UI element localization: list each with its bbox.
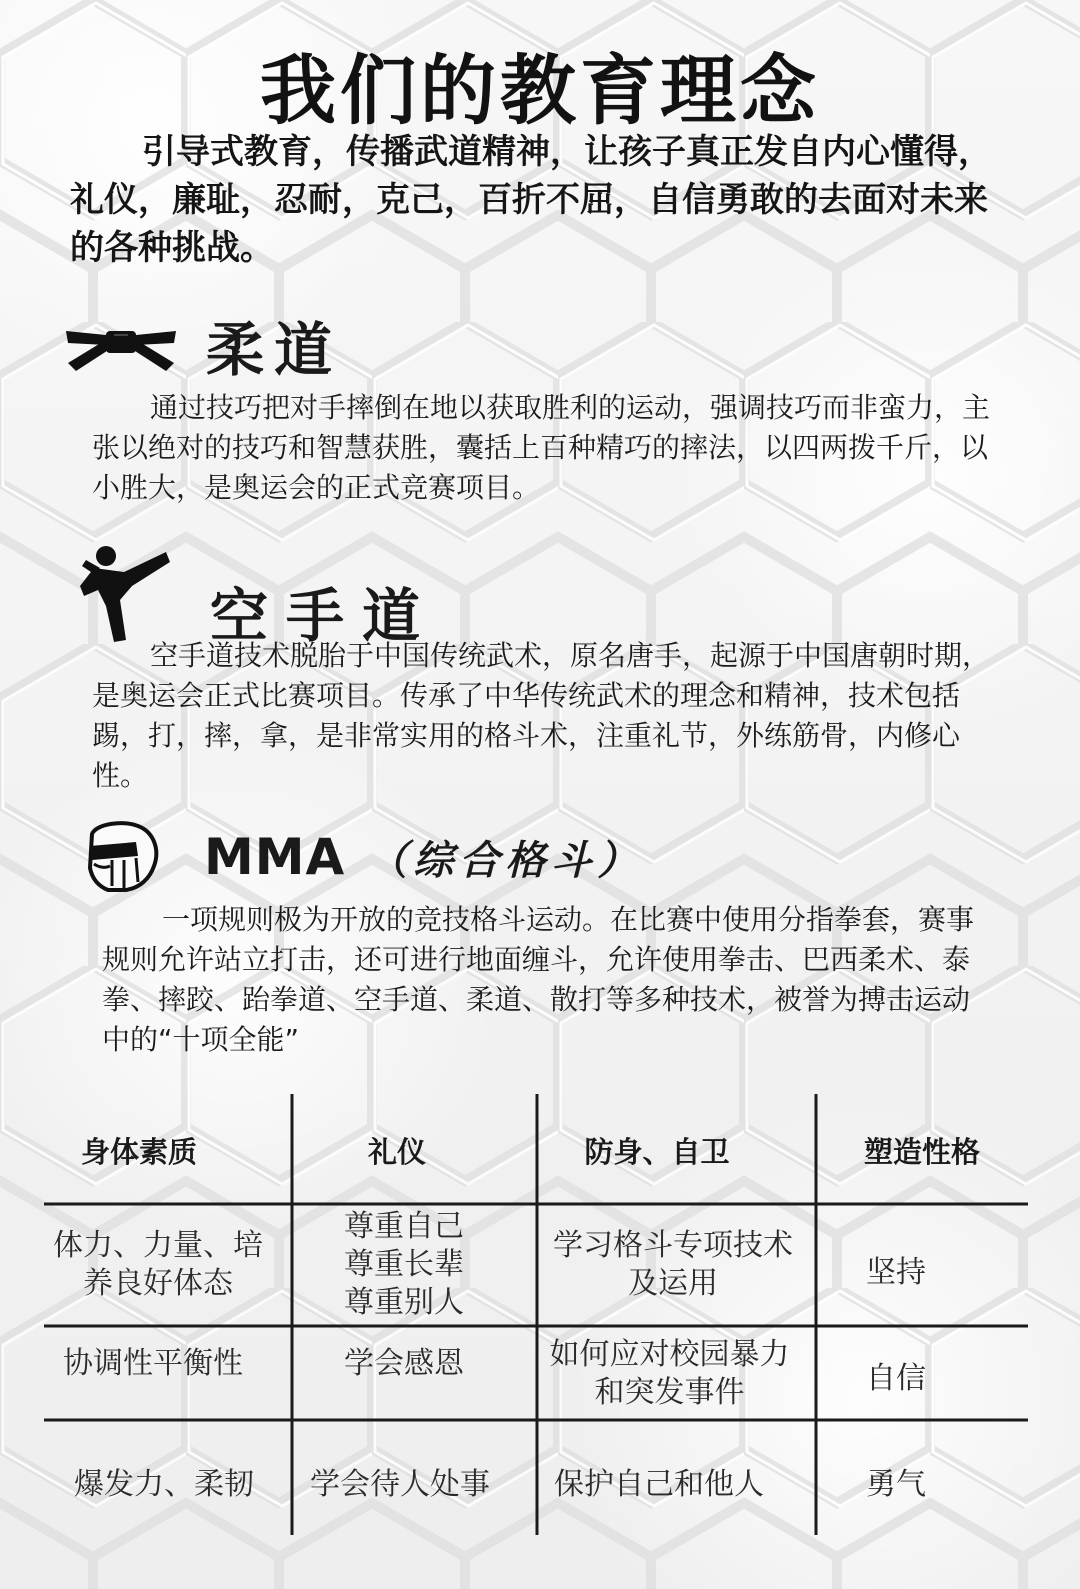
- judo-heading: [66, 303, 342, 387]
- cell-line: 体力、力量、培: [53, 1228, 263, 1263]
- table-cell: [537, 1440, 781, 1530]
- table-header: 防身、自卫: [584, 1135, 730, 1169]
- cell-line: 自信: [866, 1361, 926, 1396]
- table-header: 礼仪: [367, 1135, 426, 1169]
- cell-line: 爆发力、柔韧: [74, 1467, 254, 1502]
- judo-description: 通过技巧把对手摔倒在地以获取胜利的运动，强调技巧而非蛮力，主张以绝对的技巧和智慧获胜，囊括上百种精巧的摔法，以四两拨千斤，以小胜大，是奥运会的正式竞赛项目。: [92, 391, 991, 504]
- mma-description: 一项规则极为开放的竞技格斗运动。在比赛中使用分指拳套，赛事规则允许站立打击，还可进行地面缠斗，允许使用拳击、巴西柔术、泰拳、摔跤、跆拳道、空手道、柔道、散打等多种技术，被誉为搏击运动中的“十项全能”: [102, 903, 975, 1056]
- table-cell: [537, 1206, 809, 1324]
- cell-line: 学会感恩: [344, 1346, 464, 1381]
- mma-title: MMA: [204, 828, 346, 886]
- page-title: 我们的教育理念: [260, 46, 820, 135]
- table-cell: [292, 1328, 516, 1400]
- table-cell: [44, 1206, 272, 1324]
- table-cell: [44, 1328, 262, 1400]
- karate-description: 空手道技术脱胎于中国传统武术，原名唐手，起源于中国唐朝时期，是奥运会正式比赛项目。传承了中华传统武术的理念和精神，技术包括踢，打，摔，拿，是非常实用的格斗术，注重礼节，外练筋骨，内修心性。: [92, 639, 991, 792]
- cell-line: 协调性平衡性: [63, 1346, 243, 1381]
- black-belt-icon: [66, 317, 176, 373]
- table-header: 身体素质: [80, 1135, 197, 1169]
- cell-line: 坚持: [866, 1255, 926, 1290]
- table-cell: [44, 1440, 284, 1530]
- cell-line: 尊重自己: [344, 1209, 464, 1244]
- table-cell: [292, 1440, 508, 1530]
- table-cell: [537, 1328, 802, 1420]
- cell-line: 学习格斗专项技术: [553, 1228, 793, 1263]
- cell-line: 尊重别人: [344, 1285, 464, 1320]
- table-cell: [816, 1338, 976, 1420]
- cell-line: 养良好体态: [83, 1266, 233, 1301]
- cell-line: 学会待人处事: [310, 1467, 490, 1502]
- table-cell: [816, 1214, 976, 1332]
- kicking-fighter-icon: [80, 544, 170, 644]
- cell-line: 如何应对校园暴力: [549, 1337, 790, 1372]
- table-cell: [292, 1206, 516, 1324]
- intro-paragraph: 引导式教育，传播武道精神，让孩子真正发自内心懂得，礼仪，廉耻，忍耐，克己，百折不屈，自信勇敢的去面对未来的各种挑战。: [70, 132, 992, 268]
- mma-heading: [82, 820, 643, 894]
- karate-title: 空手道: [210, 582, 439, 650]
- cell-line: 及运用: [628, 1266, 718, 1301]
- mma-subtitle: （综合格斗）: [367, 836, 644, 884]
- cell-line: 和突发事件: [594, 1375, 745, 1410]
- table-header: 塑造性格: [863, 1135, 980, 1169]
- judo-title: 柔道: [206, 316, 343, 384]
- cell-line: 保护自己和他人: [554, 1467, 764, 1502]
- mma-glove-icon: [82, 820, 162, 894]
- table-cell: [816, 1440, 976, 1530]
- cell-line: 勇气: [866, 1467, 926, 1502]
- cell-line: 尊重长辈: [344, 1247, 464, 1282]
